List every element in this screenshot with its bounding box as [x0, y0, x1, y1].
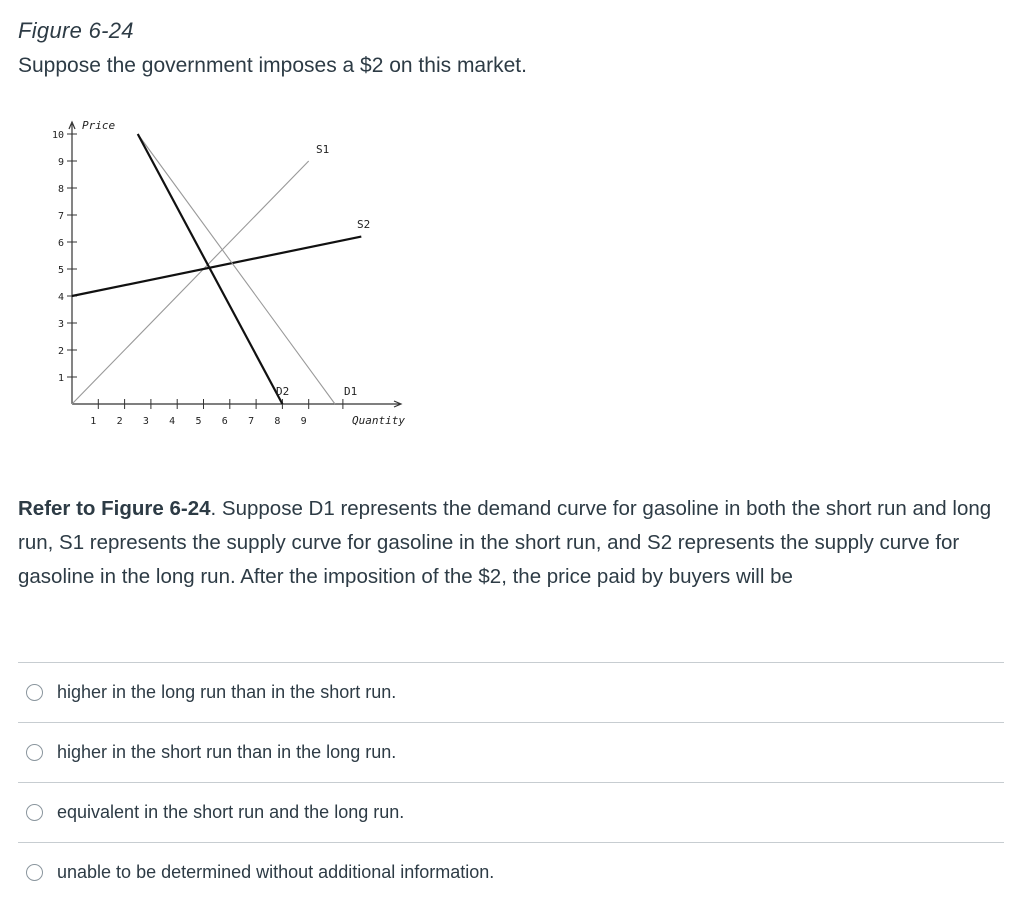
curves — [72, 134, 361, 404]
answer-label: higher in the short run than in the long run. — [57, 742, 397, 762]
x-tick-label: 3 — [142, 416, 149, 427]
answer-label: unable to be determined without additional information. — [57, 862, 495, 882]
y-tick-label: 10 — [51, 130, 64, 141]
y-tick-label: 7 — [57, 211, 64, 222]
curve-d1 — [138, 134, 335, 404]
label-D1: D1 — [344, 385, 358, 398]
figure-title: Figure 6-24 — [18, 18, 134, 43]
y-tick-label: 3 — [57, 319, 64, 330]
x-tick-label: 2 — [116, 416, 123, 427]
axes — [69, 122, 401, 407]
x-tick-label: 7 — [248, 416, 255, 427]
curve-s1 — [72, 161, 309, 404]
radio-button-icon[interactable] — [26, 804, 43, 821]
y-tick-label: 2 — [57, 346, 64, 357]
y-tick-label: 6 — [57, 238, 64, 249]
answer-label: higher in the long run than in the short run. — [57, 682, 397, 702]
label-D2: D2 — [276, 385, 290, 398]
figure-reference: Refer to Figure 6-24 — [18, 497, 211, 520]
curve-d2 — [138, 134, 283, 404]
ticks — [52, 130, 343, 427]
y-tick-label: 8 — [57, 184, 64, 195]
radio-button-icon[interactable] — [26, 684, 43, 701]
x-axis-label: Quantity — [352, 414, 405, 427]
question-body: . Suppose D1 represents the demand curve for gasoline in both the short run and long run, S1 represents the supply curve for gasoline in the short run, and S2 represents the supply curve for gasoline in the long run. After the imposition of the $2, the price paid by buyers will be — [18, 497, 992, 588]
answer-option[interactable] — [18, 843, 1004, 902]
x-tick-label: 9 — [300, 416, 307, 427]
figure-caption: Suppose the government imposes a $2 on this market. — [18, 54, 527, 77]
y-tick-label: 5 — [57, 265, 64, 276]
question-text — [18, 492, 1008, 594]
answer-label: equivalent in the short run and the long run. — [57, 802, 405, 822]
supply-demand-graph — [40, 110, 420, 440]
y-tick-label: 1 — [57, 373, 64, 384]
radio-button-icon[interactable] — [26, 744, 43, 761]
x-tick-label: 8 — [274, 416, 281, 427]
y-tick-label: 4 — [57, 292, 64, 303]
answer-list — [18, 662, 1004, 902]
x-tick-label: 6 — [221, 416, 228, 427]
answer-option[interactable] — [18, 723, 1004, 783]
x-tick-label: 4 — [169, 416, 176, 427]
label-S1: S1 — [316, 143, 330, 156]
curve-s2 — [72, 237, 361, 296]
x-tick-label: 1 — [90, 416, 97, 427]
radio-button-icon[interactable] — [26, 864, 43, 881]
answer-option[interactable] — [18, 663, 1004, 723]
x-tick-label: 5 — [195, 416, 202, 427]
answer-option[interactable] — [18, 783, 1004, 843]
label-S2: S2 — [357, 218, 371, 231]
y-axis-label: Price — [82, 119, 116, 132]
y-tick-label: 9 — [57, 157, 64, 168]
